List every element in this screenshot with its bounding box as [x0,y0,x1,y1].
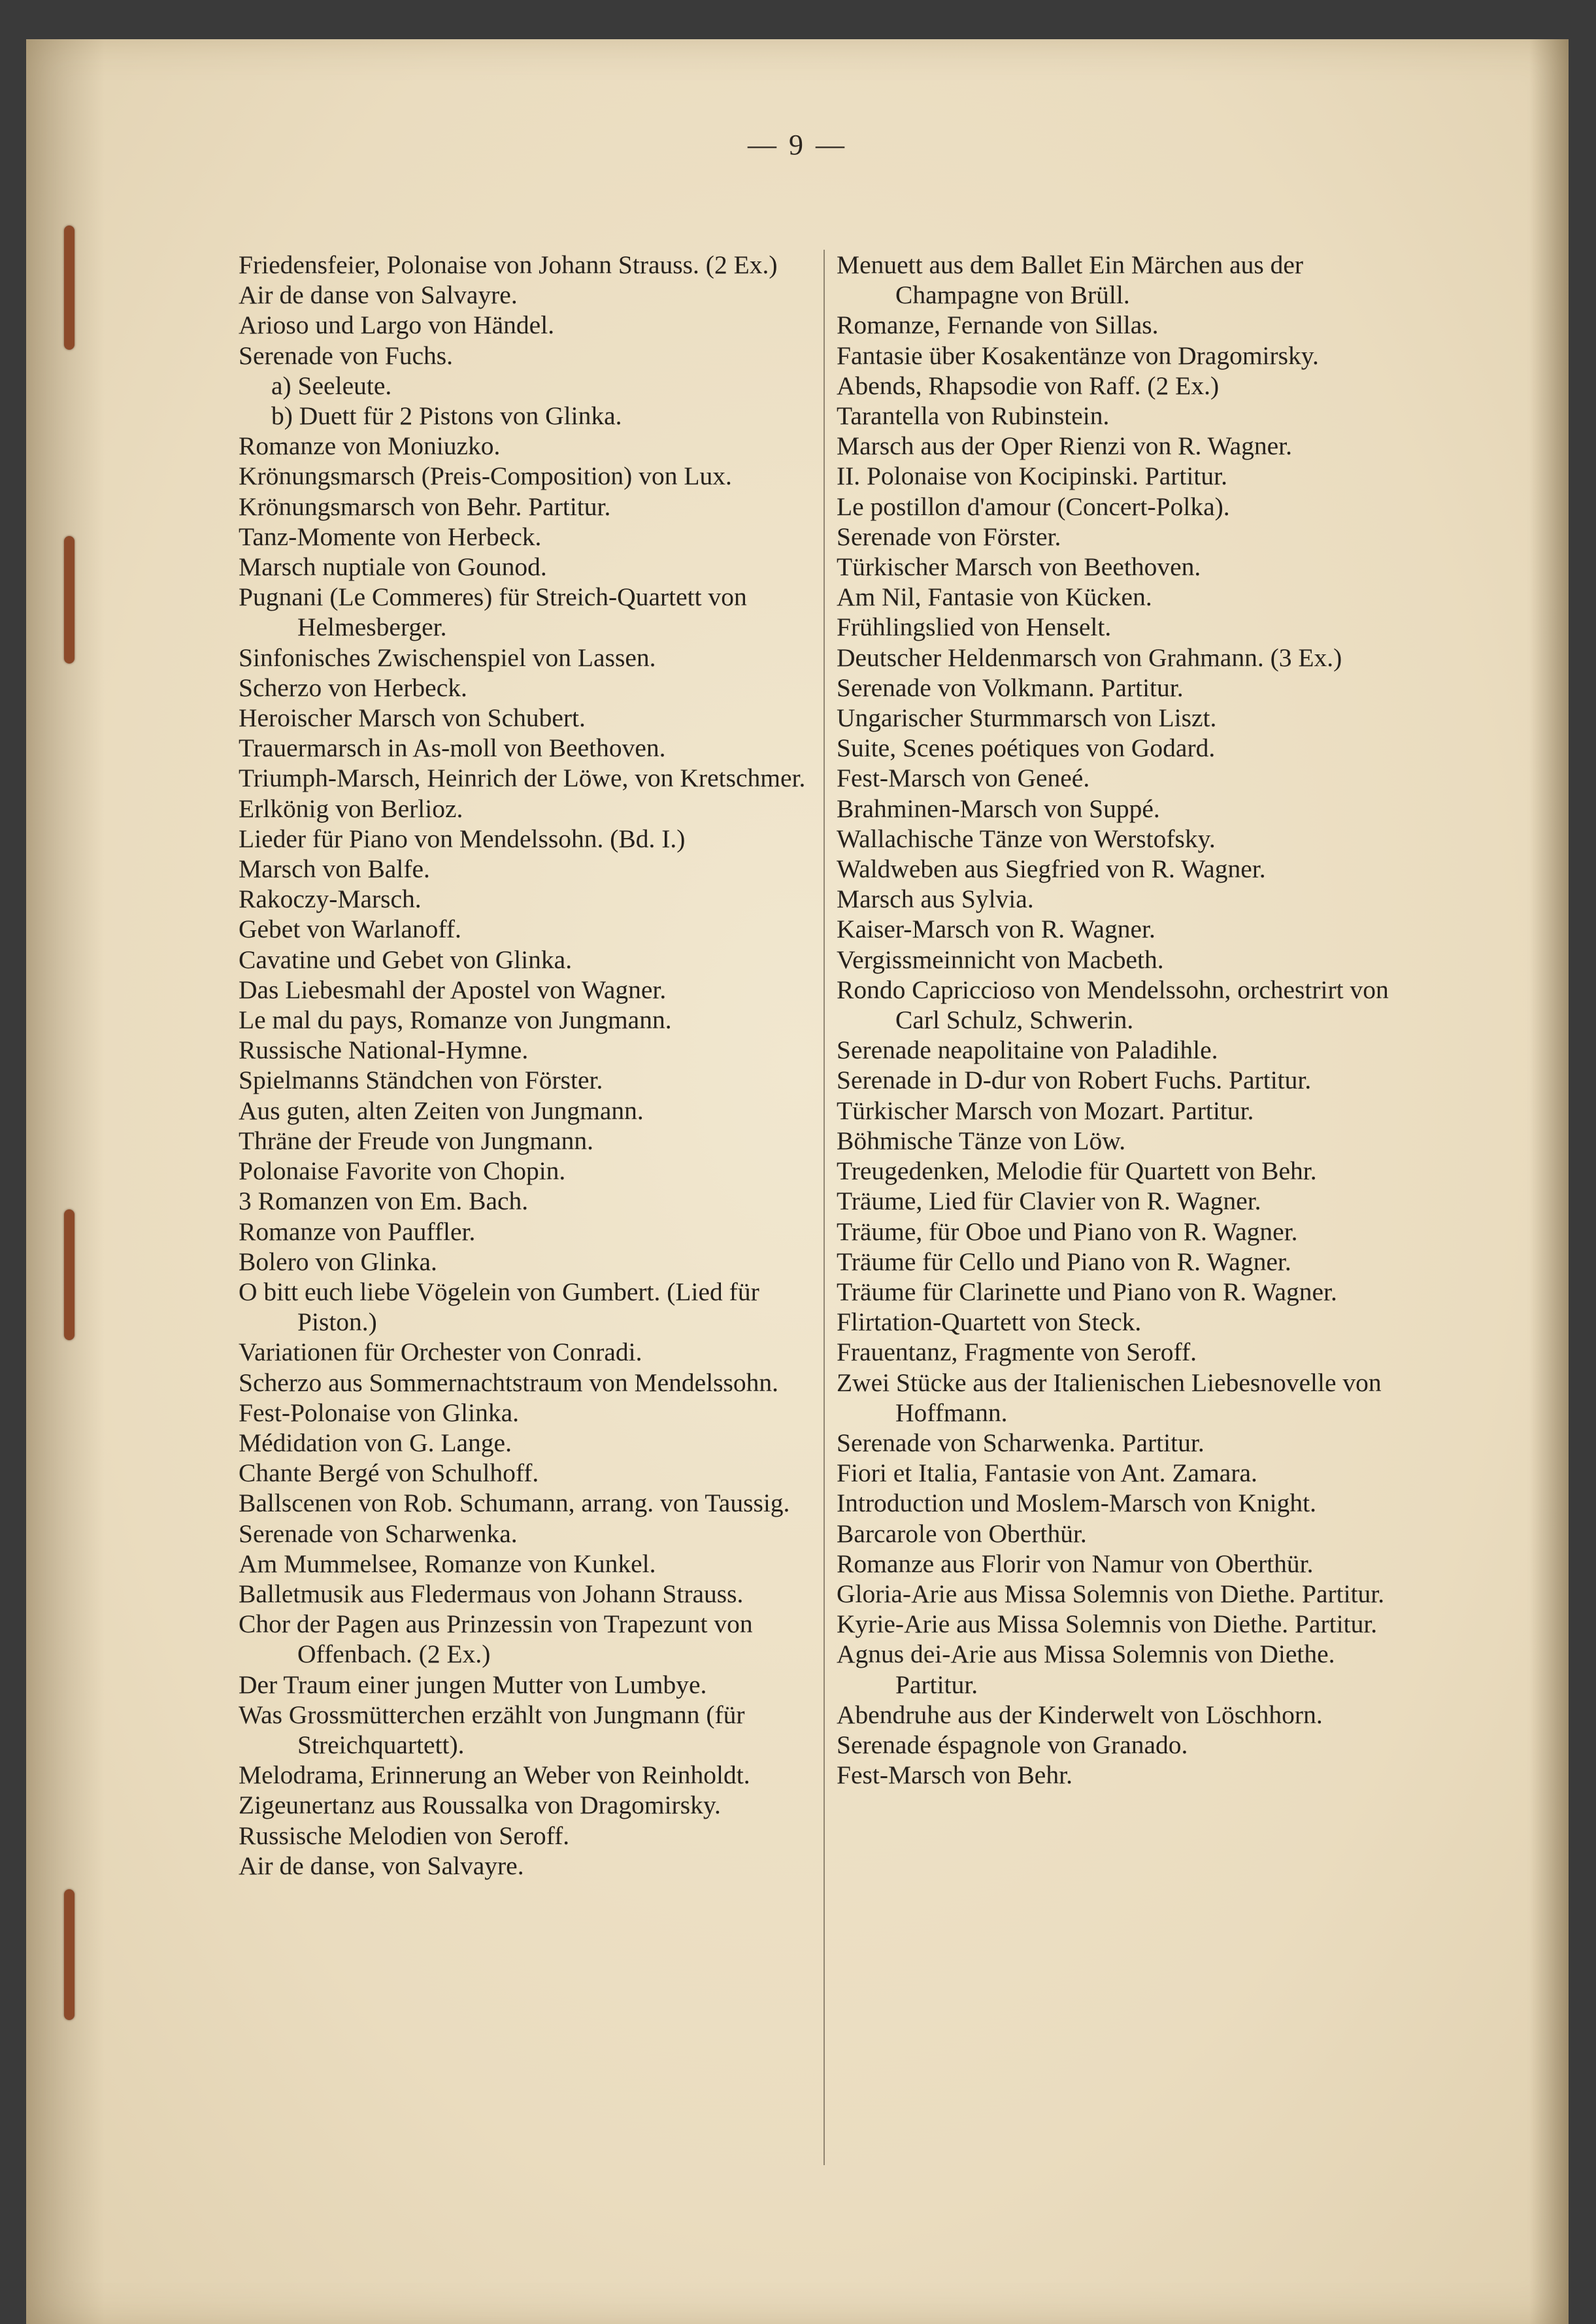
catalog-entry: Waldweben aus Siegfried von R. Wagner. [837,854,1266,884]
catalog-entry: Balletmusik aus Fledermaus von Johann Strauss. [239,1579,744,1608]
catalog-entry: Lieder für Piano von Mendelssohn. (Bd. I.) [239,824,686,853]
catalog-entry: b) Duett für 2 Pistons von Glinka. [271,401,622,431]
catalog-entry: Tarantella von Rubinstein. [837,401,1110,431]
catalog-entry: Romanze von Moniuzko. [239,431,501,461]
catalog-entry: Tanz-Momente von Herbeck. [239,522,542,551]
catalog-entry: II. Polonaise von Kocipinski. Partitur. [837,462,1227,491]
catalog-entry: Frühlingslied von Henselt. [837,613,1112,642]
catalog-entry: Russische Melodien von Seroff. [239,1821,570,1850]
binding-stitch [64,1889,75,2020]
catalog-entry: Médidation von G. Lange. [239,1428,512,1457]
catalog-entry: Deutscher Heldenmarsch von Grahmann. (3 Ex.) [837,643,1342,672]
catalog-entry: Abendruhe aus der Kinderwelt von Löschhorn. [837,1700,1323,1729]
catalog-entry: Treugedenken, Melodie für Quartett von Behr. [837,1156,1317,1186]
catalog-entry: Abends, Rhapsodie von Raff. (2 Ex.) [837,371,1220,400]
catalog-entry: Fantasie über Kosakentänze von Dragomirsky. [837,341,1319,370]
catalog-entry: Kyrie-Arie aus Missa Solemnis von Diethe. Partitur. [837,1609,1378,1639]
catalog-entry: 3 Romanzen von Em. Bach. [239,1187,529,1216]
catalog-entry: Serenade von Fuchs. [239,341,453,370]
catalog-entry: Vergissmeinnicht von Macbeth. [837,945,1164,974]
catalog-entry: Trauermarsch in As-moll von Beethoven. [239,733,666,763]
catalog-entry: Gebet von Warlanoff. [239,915,461,944]
catalog-entry: Introduction und Moslem-Marsch von Knight. [837,1489,1316,1518]
catalog-entry: O bitt euch liebe Vögelein von Gumbert. (Lied für Piston.) [239,1277,759,1337]
catalog-entry: Kaiser-Marsch von R. Wagner. [837,915,1155,944]
catalog-entry: Scherzo von Herbeck. [239,673,467,702]
catalog-entry: Zigeunertanz aus Roussalka von Dragomirsky. [239,1791,721,1820]
catalog-entry: a) Seeleute. [271,371,392,400]
catalog-entry: Arioso und Largo von Händel. [239,311,555,340]
catalog-entry: Agnus dei-Arie aus Missa Solemnis von Diethe. Partitur. [837,1640,1335,1699]
catalog-entry: Serenade neapolitaine von Paladihle. [837,1036,1218,1065]
catalog-entry: Triumph-Marsch, Heinrich der Löwe, von Kretschmer. [239,764,806,793]
catalog-entry: Brahminen-Marsch von Suppé. [837,794,1160,823]
catalog-entry: Was Grossmütterchen erzählt von Jungmann (für Streichquartett). [239,1700,745,1759]
catalog-entry: Serenade von Scharwenka. Partitur. [837,1428,1205,1457]
catalog-entry: Romanze von Pauffler. [239,1217,476,1246]
catalog-entry: Wallachische Tänze von Werstofsky. [837,824,1216,853]
catalog-entry: Spielmanns Ständchen von Förster. [239,1066,603,1095]
catalog-entry: Serenade von Volkmann. Partitur. [837,673,1184,702]
catalog-entry: Le mal du pays, Romanze von Jungmann. [239,1005,672,1035]
catalog-entry: Gloria-Arie aus Missa Solemnis von Diethe. Partitur. [837,1579,1385,1608]
catalog-entry: Cavatine und Gebet von Glinka. [239,945,573,974]
right-column [837,250,1405,1790]
binding-stitch [64,536,75,664]
catalog-entry: Le postillon d'amour (Concert-Polka). [837,492,1230,521]
catalog-entry: Barcarole von Oberthür. [837,1519,1087,1548]
catalog-entry: Fiori et Italia, Fantasie von Ant. Zamara. [837,1458,1257,1488]
catalog-entry: Air de danse, von Salvayre. [239,1851,524,1880]
catalog-entry: Melodrama, Erinnerung an Weber von Reinholdt. [239,1760,750,1790]
catalog-entry: Polonaise Favorite von Chopin. [239,1156,566,1186]
catalog-entry: Rondo Capriccioso von Mendelssohn, orchestrirt von Carl Schulz, Schwerin. [837,975,1389,1035]
catalog-entry: Der Traum einer jungen Mutter von Lumbye. [239,1670,707,1699]
catalog-entry: Träume für Clarinette und Piano von R. Wagner. [837,1277,1337,1306]
catalog-entry: Ballscenen von Rob. Schumann, arrang. von Taussig. [239,1489,790,1518]
catalog-entry: Serenade éspagnole von Granado. [837,1730,1188,1759]
catalog-entry: Chante Bergé von Schulhoff. [239,1458,539,1488]
catalog-entry: Romanze aus Florir von Namur von Oberthür. [837,1549,1314,1578]
binding-stitch [64,226,75,350]
catalog-entry: Fest-Polonaise von Glinka. [239,1398,519,1427]
catalog-entry: Marsch nuptiale von Gounod. [239,552,547,582]
catalog-entry: Ungarischer Sturmmarsch von Liszt. [837,703,1217,733]
catalog-entry: Thräne der Freude von Jungmann. [239,1126,593,1155]
catalog-entry: Zwei Stücke aus der Italienischen Liebesnovelle von Hoffmann. [837,1368,1382,1427]
catalog-entry: Rakoczy-Marsch. [239,884,422,914]
catalog-entry: Träume, Lied für Clavier von R. Wagner. [837,1187,1261,1216]
catalog-entry: Air de danse von Salvayre. [239,280,518,310]
catalog-entry: Das Liebesmahl der Apostel von Wagner. [239,975,667,1004]
binding-stitch [64,1209,75,1340]
catalog-entry: Flirtation-Quartett von Steck. [837,1307,1142,1337]
catalog-entry: Fest-Marsch von Geneé. [837,764,1090,793]
catalog-entry: Heroischer Marsch von Schubert. [239,703,586,733]
catalog-entry: Am Nil, Fantasie von Kücken. [837,582,1152,612]
catalog-entry: Marsch aus Sylvia. [837,884,1034,914]
catalog-entry: Scherzo aus Sommernachtstraum von Mendelssohn. [239,1368,779,1397]
book-page [26,39,1569,2324]
catalog-entry: Türkischer Marsch von Beethoven. [837,552,1201,582]
catalog-entry: Variationen für Orchester von Conradi. [239,1338,642,1367]
catalog-entry: Marsch aus der Oper Rienzi von R. Wagner. [837,431,1293,461]
catalog-entry: Am Mummelsee, Romanze von Kunkel. [239,1549,656,1578]
catalog-entry: Suite, Scenes poétiques von Godard. [837,733,1216,763]
catalog-entry: Krönungsmarsch von Behr. Partitur. [239,492,611,521]
catalog-entry: Marsch von Balfe. [239,854,430,884]
catalog-entry: Aus guten, alten Zeiten von Jungmann. [239,1096,644,1125]
catalog-entry: Türkischer Marsch von Mozart. Partitur. [837,1096,1254,1125]
left-column [239,250,807,1881]
catalog-entry: Krönungsmarsch (Preis-Composition) von Lux. [239,462,732,491]
catalog-entry: Russische National-Hymne. [239,1036,529,1065]
catalog-entry: Serenade von Scharwenka. [239,1519,518,1548]
catalog-entry: Fest-Marsch von Behr. [837,1760,1072,1790]
catalog-entry: Pugnani (Le Commeres) für Streich-Quartett von Helmesberger. [239,582,747,642]
catalog-entry: Friedensfeier, Polonaise von Johann Strauss. (2 Ex.) [239,250,778,279]
catalog-entry: Sinfonisches Zwischenspiel von Lassen. [239,643,656,672]
catalog-entry: Träume für Cello und Piano von R. Wagner. [837,1247,1291,1276]
catalog-entry: Erlkönig von Berlioz. [239,794,463,823]
page-number: — 9 — [748,129,847,161]
catalog-entry: Romanze, Fernande von Sillas. [837,311,1159,340]
catalog-entry: Frauentanz, Fragmente von Seroff. [837,1338,1197,1367]
catalog-entry: Bolero von Glinka. [239,1247,437,1276]
catalog-entry: Träume, für Oboe und Piano von R. Wagner. [837,1217,1298,1246]
catalog-entry: Chor der Pagen aus Prinzessin von Trapezunt von Offenbach. (2 Ex.) [239,1609,753,1669]
catalog-entry: Serenade von Förster. [837,522,1061,551]
catalog-entry: Böhmische Tänze von Löw. [837,1126,1126,1155]
catalog-entry: Menuett aus dem Ballet Ein Märchen aus der Champagne von Brüll. [837,250,1304,310]
column-divider [823,250,825,2165]
catalog-entry: Serenade in D-dur von Robert Fuchs. Partitur. [837,1066,1312,1095]
